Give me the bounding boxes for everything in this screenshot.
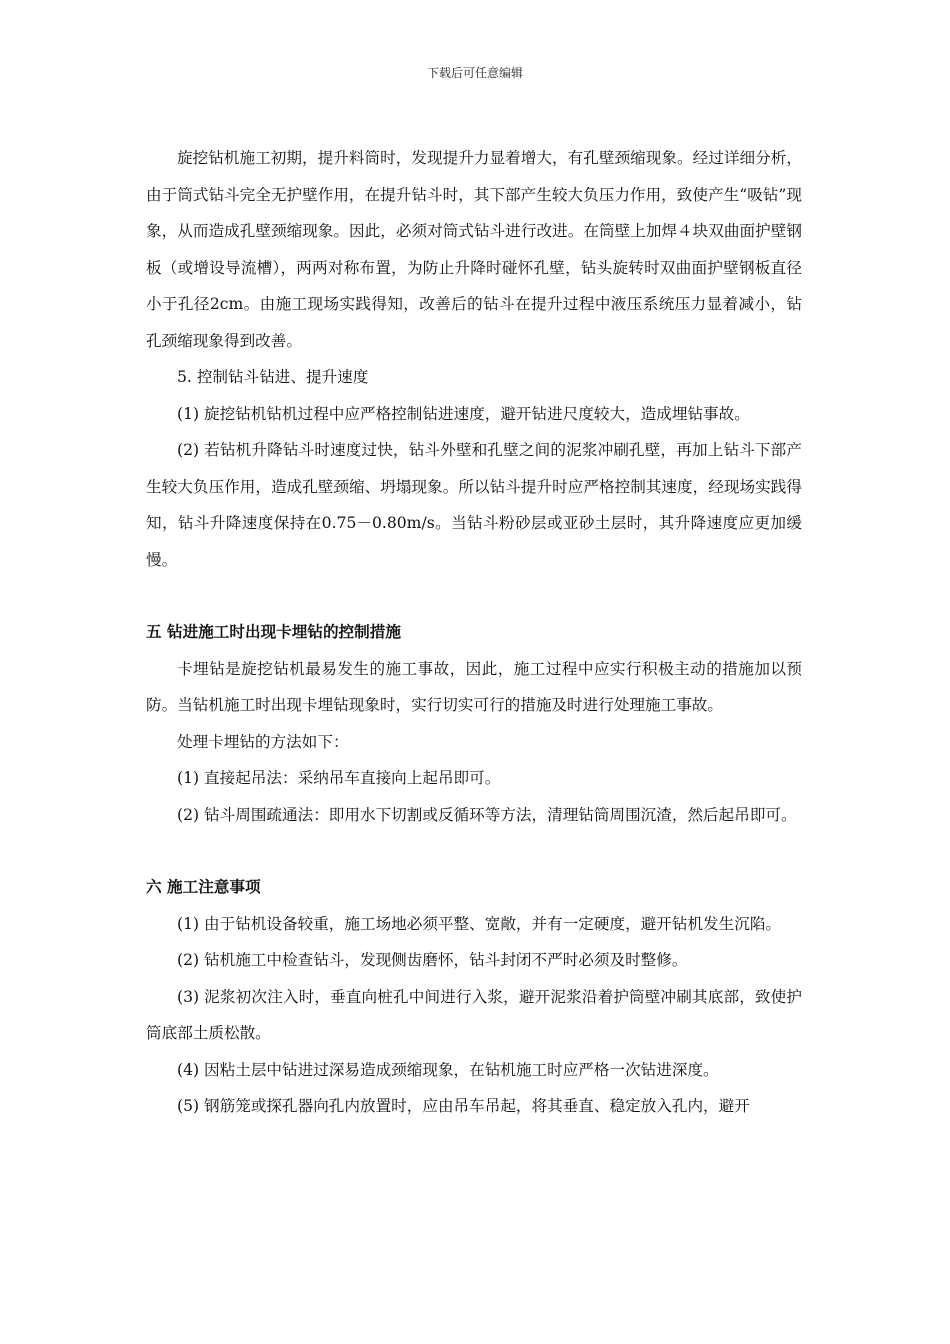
section-heading: 六 施工注意事项 [146, 878, 261, 896]
paragraph: (4) 因粘土层中钻进过深易造成颈缩现象，在钻机施工时应严格一次钻进深度。 [177, 1060, 719, 1079]
paragraph: (1) 直接起吊法：采纳吊车直接向上起吊即可。 [177, 769, 501, 787]
paragraph: (5) 钢筋笼或探孔器向孔内放置时，应由吊车吊起，将其垂直、稳定放入孔内，避开 [177, 1097, 750, 1115]
paragraph: (1) 由于钻机设备较重，施工场地必须平整、宽敞，并有一定硬度，避开钻机发生沉陷。 [177, 914, 782, 933]
spacer [146, 833, 802, 869]
paragraph: (1) 旋挖钻机钻机过程中应严格控制钻进速度，避开钻进尺度较大，造成埋钻事故。 [177, 404, 750, 423]
spacer [146, 578, 802, 614]
paragraph: 5. 控制钻斗钻进、提升速度 [177, 368, 369, 386]
paragraph: (2) 钻斗周围疏通法：即用水下切割或反循环等方法，清理钻筒周围沉渣，然后起吊即可。 [177, 805, 797, 824]
paragraph: 处理卡埋钻的方法如下： [177, 732, 349, 751]
paragraph: (2) 钻机施工中检查钻斗，发现侧齿磨怀，钻斗封闭不严时必须及时整修。 [177, 951, 688, 969]
paragraph: 旋挖钻机施工初期，提升料筒时，发现提升力显着增大，有孔壁颈缩现象。经过详细分析，由于筒式钻斗完全无护壁作用，在提升钻斗时，其下部产生较大负压力作用，致使产生“吸钻”现象，从而造成孔壁颈缩现象。因此，必须对筒式钻斗进行改进。在筒壁上加焊４块双曲面护壁钢板（或增设导流槽），两两对称布置，为防止升降时碰怀孔壁，钻头旋转时双曲面护壁钢板直径小于孔径2cm。由施工现场实践得知，改善后的钻斗在提升过程中液压系统压力显着减小，钻孔颈缩现象得到改善。 [146, 149, 802, 350]
paragraph: (3) 泥浆初次注入时，垂直向桩孔中间进行入浆，避开泥浆沿着护筒壁冲刷其底部，致使护筒底部土质松散。 [146, 987, 802, 1042]
paragraph: (2) 若钻机升降钻斗时速度过快，钻斗外壁和孔壁之间的泥浆冲刷孔壁，再加上钻斗下部产生较大负压作用，造成孔壁颈缩、坍塌现象。所以钻斗提升时应严格控制其速度，经现场实践得知，钻斗升降速度保持在0.75－0.80m/s。当钻斗粉砂层或亚砂土层时，其升降速度应更加缓慢。 [146, 441, 802, 569]
section-heading: 五 钻进施工时出现卡埋钻的控制措施 [146, 623, 401, 641]
page-header: 下载后可任意编辑 [426, 66, 523, 80]
paragraph: 卡埋钻是旋挖钻机最易发生的施工事故，因此，施工过程中应实行积极主动的措施加以预防。当钻机施工时出现卡埋钻现象时，实行切实可行的措施及时进行处理施工事故。 [146, 659, 802, 714]
document-body [146, 140, 802, 1125]
